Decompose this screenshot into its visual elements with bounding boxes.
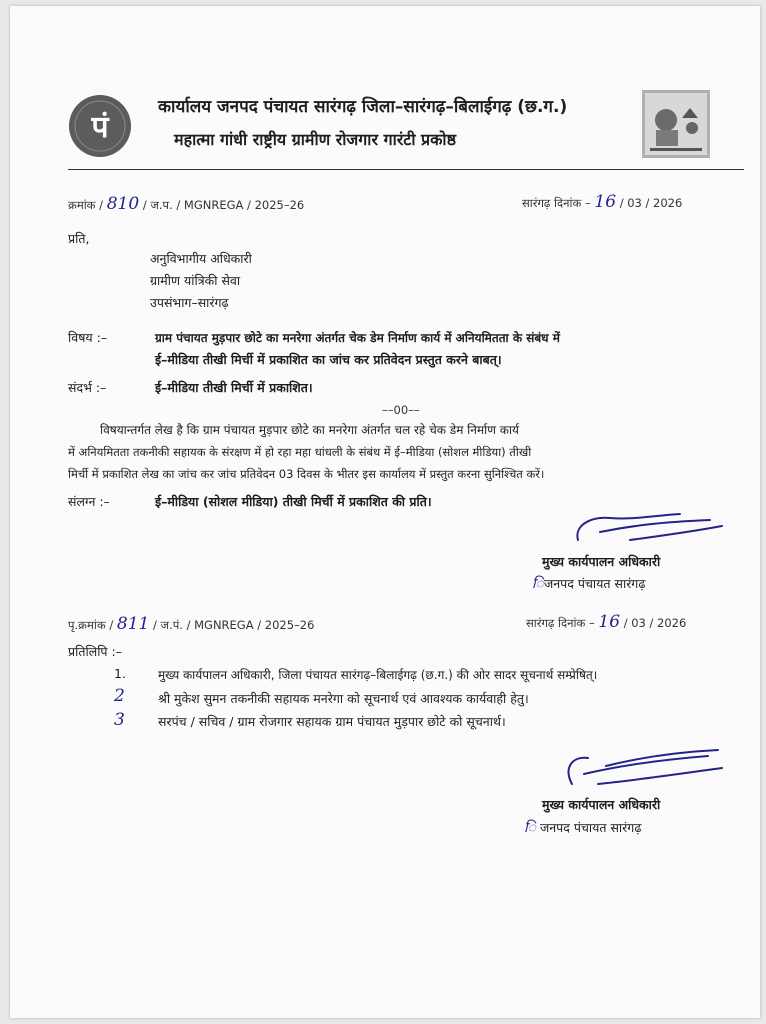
ref-number-line: क्रमांक / 810 / ज.प. / MGNREGA / 2025–26 <box>68 194 305 214</box>
copy-item-1-text: मुख्य कार्यपालन अधिकारी, जिला पंचायत सारंगढ़–बिलाईगढ़ (छ.ग.) की ओर सादर सूचनार्थ सम्प्रेषित्। <box>158 668 598 682</box>
copy-label: प्रतिलिपि :– <box>68 644 122 659</box>
recipient-line-2: ग्रामीण यांत्रिकी सेवा <box>150 273 241 288</box>
subject-line-2: ई–मीडिया तीखी मिर्ची में प्रकाशित का जांच कर प्रतिवेदन प्रस्तुत करने बाबत्। <box>155 352 502 367</box>
header-divider <box>68 169 744 170</box>
ref-number-handwritten: 810 <box>106 194 140 214</box>
reference-label: संदर्भ :– <box>68 380 107 395</box>
subject-line-1: ग्राम पंचायत मुड़पार छोटे का मनरेगा अंतर्गत चेक डेम निर्माण कार्य में अनियमितता के संबंध में <box>155 331 560 345</box>
enclosure-text: ई–मीडिया (सोशल मीडिया) तीखी मिर्ची में प्रकाशित की प्रति। <box>155 494 432 509</box>
logo-glyph: पं <box>91 110 109 145</box>
subject-label: विषय :– <box>68 330 108 345</box>
signatory-title-2: मुख्य कार्यपालन अधिकारी <box>542 797 661 812</box>
copy-ref-number-handwritten: 811 <box>116 614 150 634</box>
signatory-title: मुख्य कार्यपालन अधिकारी <box>542 554 661 569</box>
copy-ref-number-line: पृ.क्रमांक / 811 / ज.पं. / MGNREGA / 2025–26 <box>68 614 315 634</box>
panchayat-logo-icon <box>68 94 132 158</box>
gandhi-emblem-icon <box>642 90 710 158</box>
copy-item-2-text: श्री मुकेश सुमन तकनीकी सहायक मनरेगा को सूचनार्थ एवं आवश्यक कार्यवाही हेतु। <box>158 691 529 706</box>
enclosure-label: संलग्न :– <box>68 494 110 509</box>
body-line-2: में अनियमितता तकनीकी सहायक के संरक्षण में हो रहा महा धांधली के संबंध में ई–मीडिया (सोशल मीडिया) तीखी <box>68 445 532 459</box>
body-line-3: मिर्ची में प्रकाशित लेख का जांच कर जांच प्रतिवेदन 03 दिवस के भीतर इस कार्यालय में प्रस्तुत करना सुनिश्चित करें। <box>68 467 545 481</box>
office-title: कार्यालय जनपद पंचायत सारंगढ़ जिला–सारंगढ़–बिलाईगढ़ (छ.ग.) <box>158 97 568 117</box>
copy-item-1-number: 1. <box>114 666 126 681</box>
separator: ––00–– <box>382 403 420 417</box>
date-day-handwritten: 16 <box>594 192 617 212</box>
signature-scribble-2 <box>558 744 728 790</box>
copy-date-line: सारंगढ़ दिनांक – 16 / 03 / 2026 <box>526 612 687 632</box>
signature-scribble <box>570 506 730 548</box>
copy-item-3-text: सरपंच / सचिव / ग्राम रोजगार सहायक ग्राम पंचायत मुड़पार छोटे को सूचनार्थ। <box>158 714 506 729</box>
document-page <box>10 6 760 1018</box>
office-subtitle: महात्मा गांधी राष्ट्रीय ग्रामीण रोजगार गारंटी प्रकोष्ठ <box>174 130 456 149</box>
signatory-office-2: ि जनपद पंचायत सारंगढ़ <box>524 820 642 836</box>
signatory-office: िजनपद पंचायत सारंगढ़ <box>532 576 646 592</box>
recipient-line-1: अनुविभागीय अधिकारी <box>150 251 252 266</box>
to-label: प्रति, <box>68 231 90 246</box>
body-line-1: विषयान्तर्गत लेख है कि ग्राम पंचायत मुड़पार छोटे का मनरेगा अंतर्गत चल रहे चेक डेम निर्माण कार्य <box>100 423 520 437</box>
reference-text: ई–मीडिया तीखी मिर्ची में प्रकाशित। <box>155 380 313 395</box>
recipient-line-3: उपसंभाग–सारंगढ़ <box>150 295 229 310</box>
copy-date-day-handwritten: 16 <box>598 612 621 632</box>
copy-item-2-number: 2 <box>114 686 125 706</box>
date-line: सारंगढ़ दिनांक – 16 / 03 / 2026 <box>522 192 683 212</box>
copy-item-3-number: 3 <box>114 710 125 730</box>
